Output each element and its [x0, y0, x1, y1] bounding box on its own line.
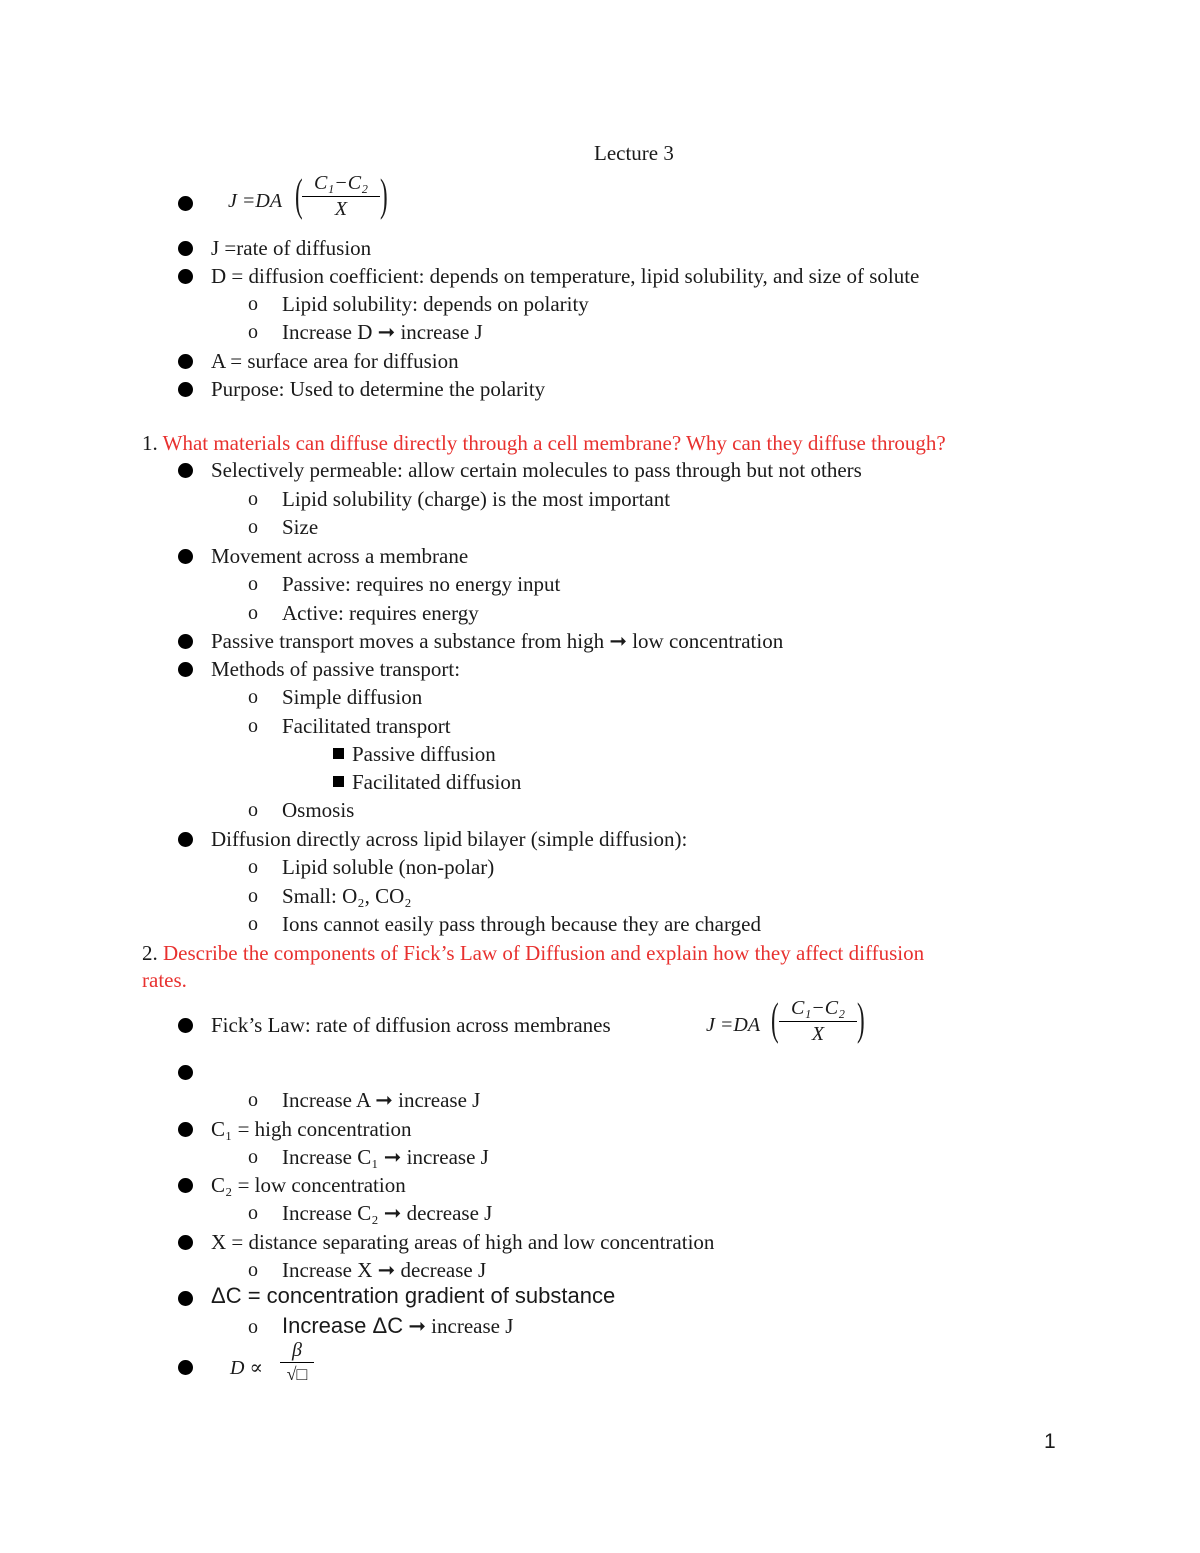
question-text: What materials can diffuse directly through a cell membrane? Why can they diffuse through? — [162, 431, 946, 455]
list-item: Passive: requires no energy input — [282, 572, 561, 596]
bullet — [178, 1291, 193, 1306]
list-item: Small: O₂, CO₂ — [282, 884, 412, 908]
sub-bullet: o — [248, 1146, 258, 1168]
bullet — [178, 382, 193, 397]
sub-bullet: o — [248, 885, 258, 907]
formula-denominator: X — [811, 1023, 825, 1045]
bullet — [178, 1065, 193, 1080]
list-item: X = distance separating areas of high and low concentration — [211, 1230, 715, 1254]
list-item: Active: requires energy — [282, 601, 479, 625]
bullet — [178, 549, 193, 564]
list-item: Lipid solubility (charge) is the most important — [282, 487, 671, 511]
list-item: Ions cannot easily pass through because they are charged — [282, 912, 761, 936]
bullet — [178, 1122, 193, 1137]
page-title: Lecture 3 — [594, 141, 674, 165]
gradient-sub-rest: ➞ increase J — [403, 1314, 514, 1338]
formula-lhs: J =DA — [706, 1014, 761, 1036]
bullet — [178, 1360, 193, 1375]
left-paren: ( — [771, 993, 779, 1044]
sub-bullet: o — [248, 488, 258, 510]
prop-denominator: √□ — [286, 1364, 308, 1384]
list-item: Facilitated transport — [282, 714, 451, 738]
bullet — [178, 662, 193, 677]
formula-lhs: J =DA — [228, 190, 283, 212]
sub-bullet: o — [248, 602, 258, 624]
square-bullet — [333, 776, 344, 787]
sub-bullet: o — [248, 1089, 258, 1111]
list-item: Passive transport moves a substance from high ➞ low concentration — [211, 629, 784, 653]
sub-bullet: o — [248, 856, 258, 878]
question-1 — [142, 429, 946, 457]
list-item: Increase C₂ ➞ decrease J — [282, 1201, 493, 1225]
left-paren: ( — [295, 169, 303, 220]
bullet — [178, 354, 193, 369]
prop-fraction — [280, 1338, 314, 1385]
bullet — [178, 463, 193, 478]
prop-numerator: β — [280, 1338, 314, 1363]
bullet — [178, 1178, 193, 1193]
list-item: Fick’s Law: rate of diffusion across membranes — [211, 1013, 611, 1037]
list-item: Facilitated diffusion — [352, 770, 522, 794]
list-item: Methods of passive transport: — [211, 657, 461, 681]
list-item: C₁ = high concentration — [211, 1117, 412, 1141]
sub-bullet: o — [248, 1316, 258, 1338]
sub-bullet: o — [248, 573, 258, 595]
list-item: Increase A ➞ increase J — [282, 1088, 481, 1112]
page-number: 1 — [1044, 1430, 1056, 1453]
sub-bullet: o — [248, 715, 258, 737]
question-text-continued: rates. — [142, 968, 187, 992]
sub-bullet: o — [248, 321, 258, 343]
bullet — [178, 241, 193, 256]
list-item: Increase D ➞ increase J — [282, 320, 483, 344]
sub-bullet: o — [248, 1202, 258, 1224]
bullet — [178, 1018, 193, 1033]
gradient-sub-label: Increase ΔC — [282, 1313, 404, 1338]
list-item: Diffusion directly across lipid bilayer (simple diffusion): — [211, 827, 688, 851]
right-paren: ) — [380, 169, 388, 220]
list-item: Purpose: Used to determine the polarity — [211, 377, 546, 401]
question-text: Describe the components of Fick’s Law of Diffusion and explain how they affect diffusion — [163, 941, 925, 965]
sub-bullet: o — [248, 913, 258, 935]
list-item: Lipid soluble (non-polar) — [282, 855, 495, 879]
list-item: A = surface area for diffusion — [211, 349, 459, 373]
formula-denominator: X — [334, 198, 348, 220]
list-item: Increase C₁ ➞ increase J — [282, 1145, 489, 1169]
gradient-sub-item — [282, 1312, 513, 1340]
square-bullet — [333, 748, 344, 759]
list-item: C₂ = low concentration — [211, 1173, 406, 1197]
question-number: 1. — [142, 431, 158, 455]
formula-fraction — [779, 995, 857, 1046]
list-item: J =rate of diffusion — [211, 236, 372, 260]
bullet — [178, 1235, 193, 1250]
bullet — [178, 196, 193, 211]
bullet — [178, 832, 193, 847]
formula-numerator: C₁−C₂ — [779, 995, 857, 1022]
formula-fraction — [302, 170, 380, 221]
list-item: Lipid solubility: depends on polarity — [282, 292, 589, 316]
question-2 — [142, 939, 924, 967]
list-item: Passive diffusion — [352, 742, 496, 766]
bullet — [178, 269, 193, 284]
list-item: Selectively permeable: allow certain molecules to pass through but not others — [211, 458, 862, 482]
sub-bullet: o — [248, 1259, 258, 1281]
sub-bullet: o — [248, 799, 258, 821]
list-item: D = diffusion coefficient: depends on temperature, lipid solubility, and size of solute — [211, 264, 920, 288]
prop-lhs: D ∝ — [230, 1357, 263, 1379]
bullet — [178, 634, 193, 649]
list-item: Osmosis — [282, 798, 355, 822]
sub-bullet: o — [248, 516, 258, 538]
list-item: Size — [282, 515, 319, 539]
sub-bullet: o — [248, 686, 258, 708]
list-item: Increase X ➞ decrease J — [282, 1258, 487, 1282]
sub-bullet: o — [248, 293, 258, 315]
question-number: 2. — [142, 941, 158, 965]
right-paren: ) — [857, 993, 865, 1044]
formula-numerator: C₁−C₂ — [302, 170, 380, 197]
list-item: Movement across a membrane — [211, 544, 469, 568]
list-item: Simple diffusion — [282, 685, 423, 709]
gradient-item: ΔC = concentration gradient of substance — [211, 1283, 616, 1308]
